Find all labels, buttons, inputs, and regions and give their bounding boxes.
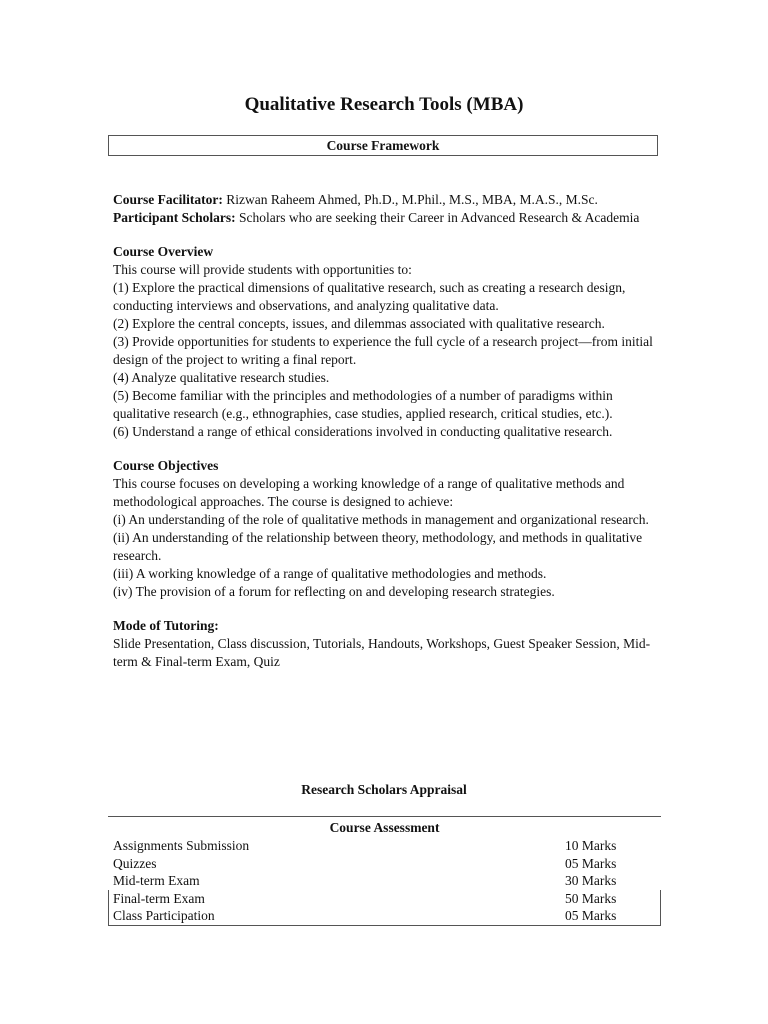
assessment-item: Quizzes [113,855,157,871]
objective-item: (ii) An understanding of the relationship between theory, methodology, and methods in qualitative research. [113,530,643,563]
table-row [113,907,661,925]
facilitator-line [113,191,658,209]
appraisal-heading: Research Scholars Appraisal [301,782,467,797]
overview-intro: This course will provide students with opportunities to: [113,262,412,277]
table-row [113,837,661,855]
tutoring-text: Slide Presentation, Class discussion, Tutorials, Handouts, Workshops, Guest Speaker Session, Mid-term & Final-term Exam, Quiz [113,636,651,669]
document-body [113,191,658,671]
assessment-item: Final-term Exam [113,890,205,906]
overview-item: (5) Become familiar with the principles and methodologies of a number of paradigms within qualitative research (e.g., ethnographies, case studies, applied research, critical studies, etc.). [113,388,613,421]
assessment-heading: Course Assessment [329,820,440,835]
objectives-heading: Course Objectives [113,458,219,473]
facilitator-value: Rizwan Raheem Ahmed, Ph.D., M.Phil., M.S., MBA, M.A.S., M.Sc. [222,192,598,207]
overview-item: (2) Explore the central concepts, issues, and dilemmas associated with qualitative research. [113,316,605,331]
objectives-intro: This course focuses on developing a working knowledge of a range of qualitative methods and methodological approaches. The course is designed to achieve: [113,476,625,509]
overview-item: (6) Understand a range of ethical considerations involved in conducting qualitative research. [113,424,613,439]
participants-line [113,209,658,227]
overview-heading: Course Overview [113,244,214,259]
table-bottom-border [108,925,661,926]
assessment-table [108,816,661,926]
objective-item: (iii) A working knowledge of a range of qualitative methodologies and methods. [113,566,547,581]
tutoring-heading: Mode of Tutoring: [113,618,219,633]
objective-item: (i) An understanding of the role of qualitative methods in management and organizational research. [113,512,649,527]
assessment-marks: 05 Marks [565,908,617,924]
assessment-rows [113,837,661,925]
assessment-marks: 50 Marks [565,890,617,906]
course-framework-heading: Course Framework [108,135,658,156]
participants-label: Participant Scholars: [113,210,236,225]
assessment-marks: 30 Marks [565,873,617,889]
table-top-border [108,816,661,817]
objective-item: (iv) The provision of a forum for reflecting on and developing research strategies. [113,584,555,599]
assessment-item: Assignments Submission [113,838,250,853]
document-title: Qualitative Research Tools (MBA) [244,94,524,115]
facilitator-label: Course Facilitator: [113,192,223,207]
overview-item: (1) Explore the practical dimensions of qualitative research, such as creating a research design, conducting interviews and observations, and analyzing qualitative data. [113,280,626,313]
assessment-marks: 10 Marks [565,838,617,853]
overview-item: (4) Analyze qualitative research studies. [113,370,330,385]
table-row [113,855,661,873]
assessment-item: Class Participation [113,908,215,924]
assessment-item: Mid-term Exam [113,873,200,889]
table-row [113,890,661,908]
assessment-marks: 05 Marks [565,855,617,871]
table-row [113,872,661,890]
table-left-border [108,890,109,926]
participants-value: Scholars who are seeking their Career in Advanced Research & Academia [235,210,640,225]
overview-item: (3) Provide opportunities for students to experience the full cycle of a research project—from initial design of the project to writing a final report. [113,334,653,367]
